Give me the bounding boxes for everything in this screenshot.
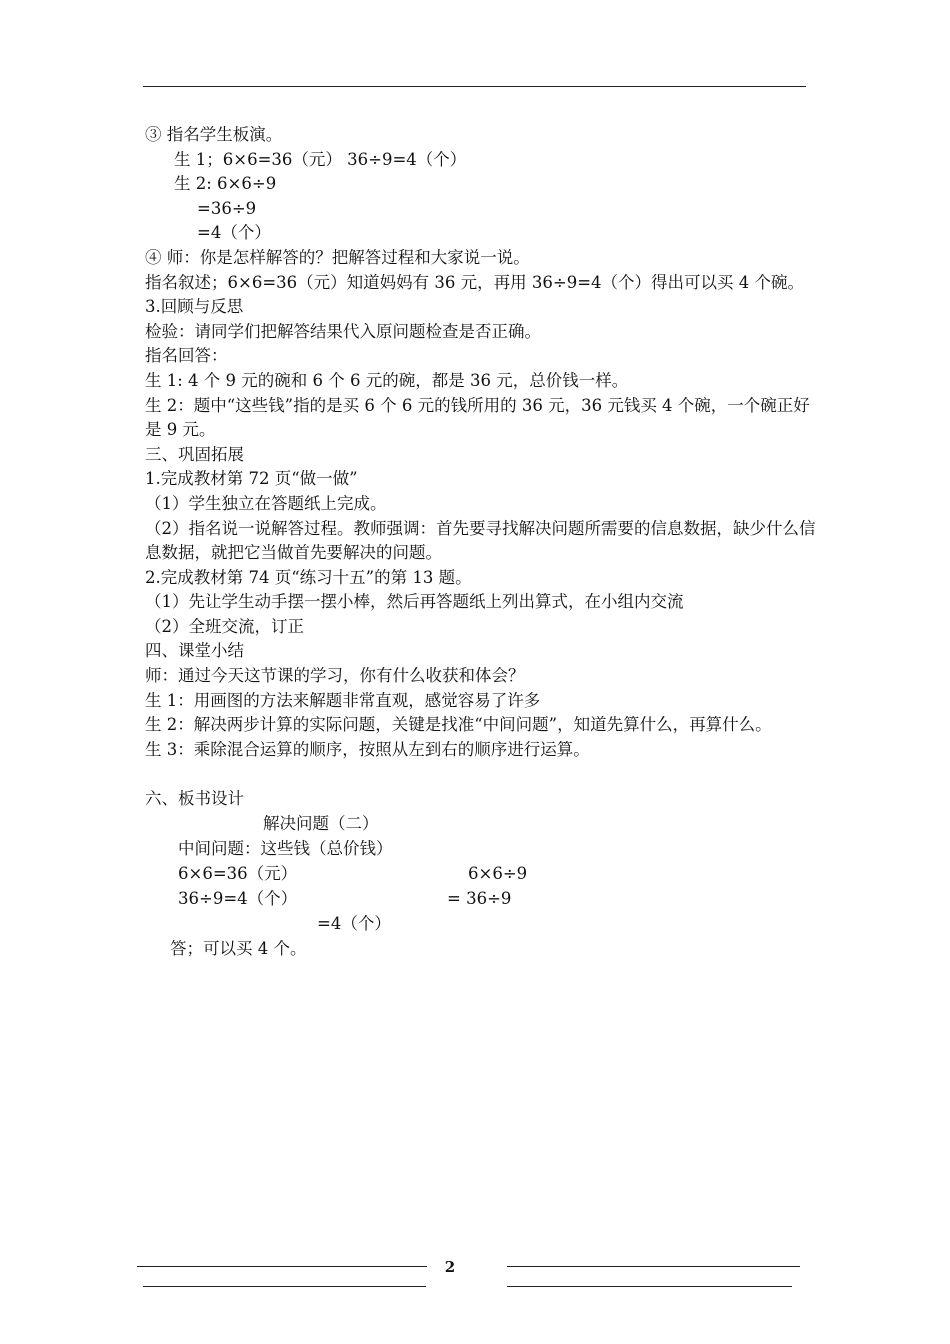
footer-rule-right-upper bbox=[507, 1266, 800, 1267]
text-line: 生 1；6×6=36（元） 36÷9=4（个） bbox=[174, 149, 467, 169]
footer-rule-left-upper bbox=[137, 1266, 427, 1267]
document-body bbox=[145, 123, 825, 988]
page-number: 2 bbox=[444, 1258, 456, 1276]
text-line: 检验：请同学们把解答结果代入原问题检查是否正确。 bbox=[145, 321, 541, 341]
text-line: ③ 指名学生板演。 bbox=[145, 125, 283, 144]
text-line: 生 2: 6×6÷9 bbox=[174, 174, 277, 194]
text-line: 2.完成教材第 74 页“练习十五”的第 13 题。 bbox=[145, 567, 472, 587]
text-line: 指名回答： bbox=[145, 346, 228, 366]
text-line: ④ 师：你是怎样解答的？把解答过程和大家说一说。 bbox=[145, 247, 530, 267]
board-right-step1: 6×6÷9 bbox=[468, 863, 528, 883]
text-line: （1）学生独立在答题纸上完成。 bbox=[145, 493, 387, 513]
text-line: =4（个） bbox=[197, 223, 271, 243]
footer-rule-left-lower bbox=[143, 1286, 426, 1287]
blank-line bbox=[145, 762, 825, 787]
text-line: （2）全班交流，订正 bbox=[145, 616, 304, 636]
footer-rule-right-lower bbox=[507, 1286, 792, 1287]
text-line: 生 3：乘除混合运算的顺序，按照从左到右的顺序进行运算。 bbox=[145, 739, 590, 759]
blackboard-design bbox=[145, 812, 825, 988]
section-heading: 3.回顾与反思 bbox=[145, 297, 244, 317]
board-middle-question: 中间问题：这些钱（总价钱） bbox=[178, 838, 393, 858]
text-paragraph: （2）指名说一说解答过程。教师强调：首先要寻找解决问题所需要的信息数据，缺少什么信息数据，就把它当做首先要解决的问题。 bbox=[145, 518, 816, 563]
text-line: =36÷9 bbox=[197, 198, 257, 218]
board-left-step2: 36÷9=4（个） bbox=[178, 888, 298, 908]
board-right-step2: = 36÷9 bbox=[447, 888, 512, 908]
text-paragraph: 生 2：解决两步计算的实际问题，关键是找准“中间问题”，知道先算什么，再算什么。 bbox=[145, 715, 772, 735]
text-line: 1.完成教材第 72 页“做一做” bbox=[145, 469, 358, 489]
text-line: 生 1：用画图的方法来解题非常直观，感觉容易了许多 bbox=[145, 690, 541, 710]
text-line: 生 1: 4 个 9 元的碗和 6 个 6 元的碗，都是 36 元，总价钱一样。 bbox=[145, 370, 629, 390]
board-title: 解决问题（二） bbox=[263, 813, 379, 833]
text-line: （1）先让学生动手摆一摆小棒，然后再答题纸上列出算式，在小组内交流 bbox=[145, 592, 684, 612]
header-rule bbox=[143, 86, 806, 87]
board-right-step3: =4（个） bbox=[317, 913, 391, 933]
text-paragraph: 生 2：题中“这些钱”指的是买 6 个 6 元的钱所用的 36 元，36 元钱买 4 个碗，一个碗正好是 9 元。 bbox=[145, 395, 810, 440]
board-left-step1: 6×6=36（元） bbox=[178, 863, 298, 883]
section-heading: 三、巩固拓展 bbox=[145, 444, 244, 464]
text-paragraph: 指名叙述；6×6=36（元）知道妈妈有 36 元，再用 36÷9=4（个）得出可以买 4 个碗。 bbox=[145, 272, 805, 292]
section-heading: 四、课堂小结 bbox=[145, 641, 244, 661]
text-line: 师：通过今天这节课的学习，你有什么收获和体会？ bbox=[145, 666, 525, 686]
board-answer: 答；可以买 4 个。 bbox=[170, 938, 307, 958]
section-heading: 六、板书设计 bbox=[145, 789, 244, 809]
